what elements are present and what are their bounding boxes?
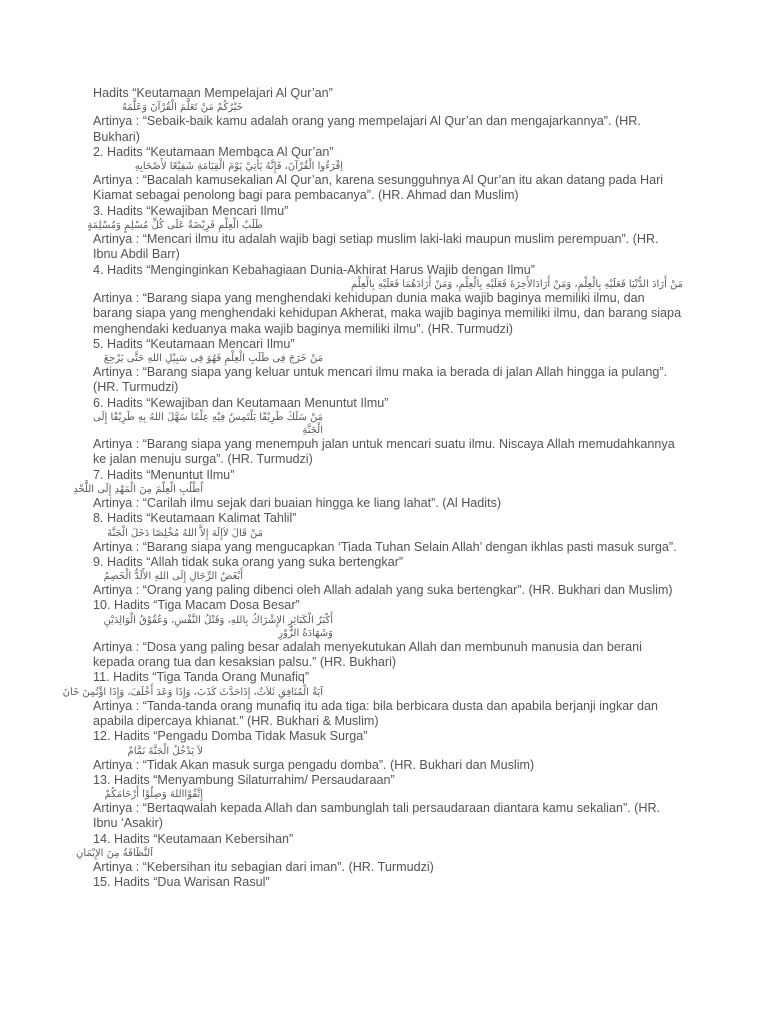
translation: Artinya : “Tidak Akan masuk surga pengadu domba”. (HR. Bukhari dan Muslim) [93, 757, 535, 772]
hadith-entry-4 [93, 263, 683, 337]
hadith-title: 5. Hadits “Keutamaan Mencari Ilmu” [93, 336, 295, 351]
translation: Artinya : “Bacalah kamusekalian Al Qur’an, karena sesungguhnya Al Qur’an itu akan datang pada Hari Kiamat sebagai penolong bagi para pembacanya”. (HR. Ahmad dan Muslim) [93, 173, 664, 203]
hadith-entry-6 [93, 396, 683, 468]
arabic-text: آيَةُ الْمُنَافِقِ ثَلاَثٌ، إِذَاحَدَّثَ كَذَبَ، وَإِذَا وَعَدَ أَخْلَفَ، وَإِذَا اؤْتُمِنَ خَانَ [62, 686, 323, 698]
hadith-title: 3. Hadits “Kewajiban Mencari Ilmu” [93, 203, 289, 218]
arabic-text: أَكْبَرُ الْكَبَائِرِ الإِشْرَاكُ بِاللهِ، وَقَتْلُ النَّفْسِ، وَعُقُوْقُ الْوَالِدَيْنِ وَشَهَادَةُ الزُّوْرِ [103, 614, 333, 639]
hadith-entry-7 [73, 467, 683, 512]
hadith-entry-13 [93, 773, 683, 832]
translation: Artinya : “Orang yang paling dibenci oleh Allah adalah yang suka bertengkar”. (HR. Bukhari dan Muslim) [93, 583, 673, 598]
arabic-text: مَنْ سَلَكَ طَرِيْقًا يَلْتَمِسُ فِيْهِ عِلْمًا سَهَّلَ اللهُ بِهِ طَرِيْقًا إِلَى الْجَنَّةِ [93, 412, 323, 437]
hadith-title: 10. Hadits “Tiga Macam Dosa Besar” [93, 598, 300, 613]
translation: Artinya : “Sebaik-baik kamu adalah orang yang mempelajari Al Qur’an dan mengajarkannya”. (HR. Bukhari) [93, 114, 641, 144]
hadith-title: 2. Hadits “Keutamaan Membaca Al Qur’an” [93, 144, 334, 159]
hadith-title: Hadits “Keutamaan Mempelajari Al Qur’an” [93, 86, 333, 100]
hadith-entry-8 [93, 511, 683, 555]
document-page [62, 86, 683, 891]
arabic-text: لاَ يَدْخُلُ الْجَنَّةَ نَمَّامٌ [127, 745, 203, 757]
hadith-entry-9 [93, 555, 683, 599]
hadith-title: 15. Hadits “Dua Warisan Rasul” [93, 875, 270, 890]
translation: Artinya : “Barang siapa yang menghendaki kehidupan dunia maka wajib baginya memiliki ilmu, dan barang siapa yang menghendaki kehidupan Akherat, maka wajib baginya memiliki ilmu, dan barang siapa menghendaki keduanya maka wajib baginya memiliki ilmu”. (HR. Turmudzi) [93, 290, 682, 336]
arabic-text: طَلَبُ الْعِلْمِ فَرِيْضَةٌ عَلَى كُلِّ مُسْلِمٍ وَمُسْلِمَةٍ [87, 220, 263, 232]
hadith-entry-1 [93, 86, 683, 145]
arabic-text: اَلنَّظَافَةُ مِنَ الإِيْمَانِ [76, 847, 153, 859]
hadith-title: 9. Hadits “Allah tidak suka orang yang suka bertengkar” [93, 554, 404, 569]
hadith-title: 12. Hadits “Pengadu Domba Tidak Masuk Surga” [93, 729, 368, 744]
hadith-title: 8. Hadits “Keutamaan Kalimat Tahlil” [93, 511, 297, 526]
hadith-title: 13. Hadits “Menyambung Silaturrahim/ Persaudaraan” [93, 772, 395, 787]
translation: Artinya : “Barang siapa yang menempuh jalan untuk mencari suatu ilmu. Niscaya Allah memudahkannya ke jalan menuju surga”. (HR. Turmudzi) [93, 437, 675, 467]
translation: Artinya : “Carilah ilmu sejak dari buaian hingga ke liang lahat”. (Al Hadits) [93, 495, 502, 510]
hadith-title: 4. Hadits “Menginginkan Kebahagiaan Dunia-Akhirat Harus Wajib dengan Ilmu” [93, 262, 535, 277]
arabic-text: أَبْغَضُ الرِّجَالِ إِلَى اللهِ الأَلَدُّ الْخَصِمُ [103, 571, 243, 583]
arabic-text: مَنْ قَالَ لاَإِلَهَ إِلاَّ اللهُ مُخْلِصًا دَخَلَ الْجَنَّةَ [107, 527, 263, 539]
hadith-title: 7. Hadits “Menuntut Ilmu” [93, 467, 235, 482]
translation: Artinya : “Barang siapa yang keluar untuk mencari ilmu maka ia berada di jalan Allah hingga ia pulang”. (HR. Turmudzi) [93, 365, 668, 395]
arabic-text: خَيْرُكُمْ مَنْ تَعَلَّمَ الْقُرْآنَ وَعَلَّمَهُ [121, 102, 243, 114]
arabic-text: مَنْ أَرَادَ الدُّنْيَا فَعَلَيْهِ بِالْعِلْمِ، وَمَنْ أَرَادَالأَخِرَةَ فَعَلَيْهِ بِالْعِلْمِ، وَمَنْ أَرَادَهُمَا فَعَلَيْهِ بِالْعِلْمِ [350, 278, 683, 290]
hadith-entry-12 [93, 729, 683, 773]
hadith-title: 11. Hadits “Tiga Tanda Orang Munafiq” [93, 670, 310, 685]
arabic-text: إِتَّقُوْااللهَ وَصِلُوْا أَرْحَامَكُمْ [104, 789, 203, 801]
hadith-entry-5 [93, 337, 683, 396]
translation: Artinya : “Barang siapa yang mengucapkan ‘Tiada Tuhan Selain Allah’ dengan ikhlas pasti masuk surga”. [93, 539, 677, 554]
hadith-entry-2 [93, 145, 683, 204]
hadith-entry-3 [87, 203, 683, 263]
translation: Artinya : “Mencari ilmu itu adalah wajib bagi setiap muslim laki-laki maupun muslim perempuan”. (HR. Ibnu Abdil Barr) [93, 232, 659, 262]
translation: Artinya : “Dosa yang paling besar adalah menyekutukan Allah dan membunuh manusia dan berani kepada orang tua dan kesaksian palsu.” (HR. Bukhari) [93, 639, 642, 670]
hadith-entry-15 [93, 875, 683, 890]
arabic-text: اِقْرَءُوا الْقُرْآنَ، فَإِنَّهُ يَأْتِيْ يَوْمَ الْقِيَامَةِ شَفِيْعًا لأَصْحَابِهِ [134, 161, 343, 173]
arabic-text: مَنْ خَرَجَ فِى طَلَبِ الْعِلْمِ فَهُوَ فِى سَبِيْلِ اللهِ حَتَّى يَرْجِعَ [103, 353, 323, 365]
hadith-entry-14 [76, 831, 683, 876]
translation: Artinya : “Bertaqwalah kepada Allah dan sambunglah tali persaudaraan diantara kamu sekalian”. (HR. Ibnu ‘Asakir) [93, 801, 661, 831]
hadith-entry-10 [93, 598, 683, 670]
translation: Artinya : “Tanda-tanda orang munafiq itu ada tiga: bila berbicara dusta dan apabila berjanji ingkar dan apabila dipercaya khianat.” (HR. Bukhari & Muslim) [93, 698, 658, 728]
hadith-title: 14. Hadits “Keutamaan Kebersihan” [93, 831, 294, 846]
hadith-title: 6. Hadits “Kewajiban dan Keutamaan Menuntut Ilmu” [93, 395, 389, 410]
translation: Artinya : “Kebersihan itu sebagian dari iman”. (HR. Turmudzi) [93, 859, 434, 874]
arabic-text: اُطْلُبِ الْعِلْمَ مِنَ الْمَهْدِ إِلَى اللَّحْدِ [73, 483, 203, 495]
hadith-entry-11 [62, 670, 683, 729]
